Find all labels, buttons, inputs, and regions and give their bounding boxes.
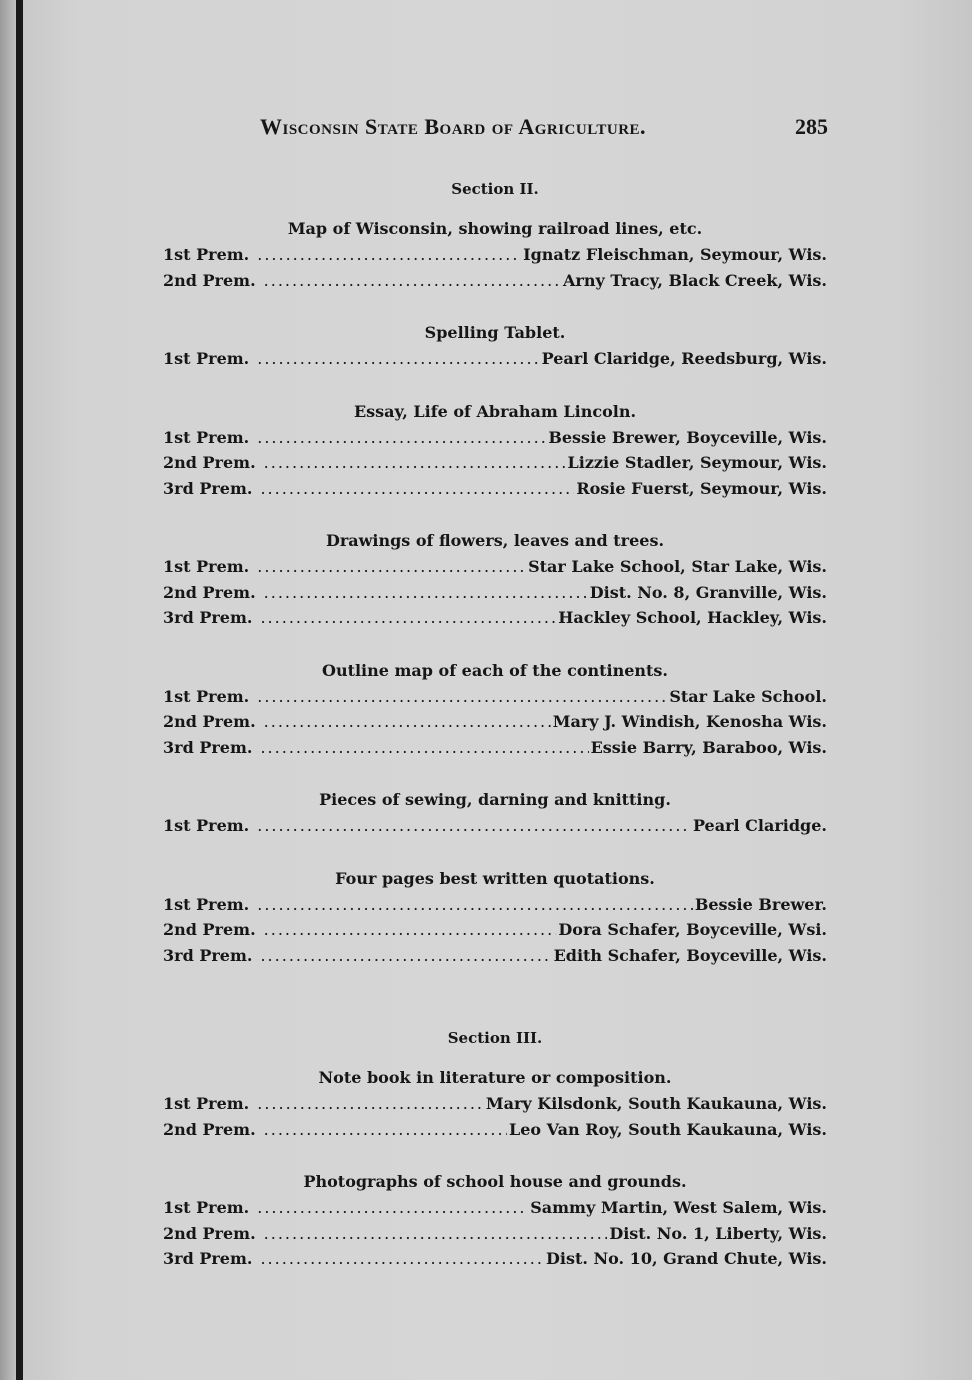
- binding-shadow: [0, 0, 16, 1380]
- dot-leader: [264, 580, 588, 606]
- dot-leader: [257, 425, 546, 451]
- category: [163, 866, 827, 969]
- dot-leader: [260, 476, 574, 502]
- category-title: Essay, Life of Abraham Lincoln.: [353, 401, 637, 421]
- winner-name: Bessie Brewer, Boyceville, Wis.: [548, 427, 827, 447]
- winner-name: Pearl Claridge.: [692, 816, 827, 835]
- section-ii: [163, 178, 827, 968]
- prize-label: 3rd Prem.: [163, 945, 253, 965]
- category-title: Spelling Tablet.: [424, 323, 566, 342]
- award-row: [163, 268, 827, 294]
- award-row: [163, 450, 827, 476]
- prize-label: 2nd Prem.: [163, 270, 256, 290]
- section-iii: [163, 1027, 827, 1272]
- dot-leader: [264, 1117, 507, 1143]
- category-title: Four pages best written quotations.: [335, 868, 655, 888]
- category-title: Drawings of flowers, leaves and trees.: [325, 531, 665, 550]
- winner-name: Leo Van Roy, South Kaukauna, Wis.: [509, 1119, 827, 1139]
- running-title: Wisconsin State Board of Agriculture.: [260, 114, 647, 139]
- dot-leader: [260, 605, 556, 631]
- category: [163, 787, 827, 839]
- dot-leader: [257, 554, 526, 580]
- binding-edge: [16, 0, 23, 1380]
- winner-name: Rosie Fuerst, Seymour, Wis.: [576, 478, 827, 498]
- dot-leader: [260, 943, 551, 969]
- category: [163, 320, 827, 372]
- prize-label: 2nd Prem.: [163, 712, 256, 731]
- award-row: [163, 554, 827, 580]
- award-row: [163, 943, 827, 969]
- award-row: [163, 346, 827, 372]
- award-row: [163, 476, 827, 502]
- category: [163, 658, 827, 761]
- section-title: Section III.: [447, 1029, 543, 1047]
- award-row: [163, 242, 827, 268]
- prize-label: 2nd Prem.: [163, 1119, 256, 1139]
- award-row: [163, 1091, 827, 1117]
- prize-label: 1st Prem.: [163, 349, 250, 368]
- dot-leader: [257, 892, 693, 918]
- dot-leader: [257, 1091, 484, 1117]
- award-row: [163, 1246, 827, 1272]
- award-row: [163, 892, 827, 918]
- winner-name: Edith Schafer, Boyceville, Wis.: [553, 945, 827, 965]
- award-row: [163, 813, 827, 839]
- prize-label: 2nd Prem.: [163, 920, 256, 939]
- winner-name: Dist. No. 10, Grand Chute, Wis.: [546, 1249, 827, 1268]
- page-header: [260, 114, 828, 144]
- section-title: Section II.: [451, 180, 539, 198]
- winner-name: Lizzie Stadler, Seymour, Wis.: [567, 453, 827, 472]
- winner-name: Dora Schafer, Boyceville, Wsi.: [558, 920, 827, 939]
- category-title: Photographs of school house and grounds.: [303, 1172, 687, 1191]
- prize-label: 1st Prem.: [163, 894, 250, 914]
- page-number: 285: [795, 114, 828, 139]
- dot-leader: [264, 709, 551, 735]
- dot-leader: [264, 450, 566, 476]
- category: [163, 1065, 827, 1142]
- award-row: [163, 709, 827, 735]
- category-title: Pieces of sewing, darning and knitting.: [319, 790, 671, 809]
- winner-name: Star Lake School.: [669, 686, 827, 706]
- award-row: [163, 1117, 827, 1143]
- dot-leader: [260, 1246, 544, 1272]
- category: [163, 528, 827, 631]
- prize-label: 2nd Prem.: [163, 453, 256, 472]
- dot-leader: [257, 684, 667, 710]
- winner-name: Essie Barry, Baraboo, Wis.: [590, 737, 827, 757]
- dot-leader: [257, 346, 539, 372]
- category-title: Map of Wisconsin, showing railroad lines, etc.: [287, 219, 703, 238]
- winner-name: Mary J. Windish, Kenosha Wis.: [552, 712, 827, 731]
- prize-label: 3rd Prem.: [163, 478, 253, 498]
- category: [163, 216, 827, 293]
- prize-label: 3rd Prem.: [163, 608, 253, 627]
- prize-label: 3rd Prem.: [163, 737, 253, 757]
- award-row: [163, 580, 827, 606]
- prize-label: 3rd Prem.: [163, 1249, 253, 1268]
- dot-leader: [257, 242, 521, 268]
- dot-leader: [264, 917, 557, 943]
- award-row: [163, 1195, 827, 1221]
- winner-name: Ignatz Fleischman, Seymour, Wis.: [523, 245, 827, 264]
- winner-name: Bessie Brewer.: [694, 894, 827, 914]
- prize-label: 1st Prem.: [163, 1198, 250, 1217]
- category: [163, 399, 827, 502]
- dot-leader: [260, 735, 588, 761]
- winner-name: Dist. No. 1, Liberty, Wis.: [609, 1223, 827, 1243]
- category-title: Note book in literature or composition.: [318, 1068, 672, 1087]
- dot-leader: [257, 813, 691, 839]
- winner-name: Dist. No. 8, Granville, Wis.: [589, 582, 827, 602]
- section-gap: [163, 995, 827, 1027]
- premium-list: [163, 178, 827, 1299]
- prize-label: 1st Prem.: [163, 245, 250, 264]
- category: [163, 1169, 827, 1272]
- award-row: [163, 917, 827, 943]
- category-title: Outline map of each of the continents.: [322, 660, 668, 680]
- winner-name: Mary Kilsdonk, South Kaukauna, Wis.: [485, 1094, 827, 1113]
- prize-label: 1st Prem.: [163, 1094, 250, 1113]
- award-row: [163, 605, 827, 631]
- winner-name: Star Lake School, Star Lake, Wis.: [528, 557, 827, 576]
- award-row: [163, 1221, 827, 1247]
- dot-leader: [264, 1221, 608, 1247]
- dot-leader: [257, 1195, 528, 1221]
- prize-label: 1st Prem.: [163, 557, 250, 576]
- winner-name: Hackley School, Hackley, Wis.: [558, 608, 827, 627]
- prize-label: 2nd Prem.: [163, 582, 256, 602]
- winner-name: Pearl Claridge, Reedsburg, Wis.: [541, 349, 827, 368]
- award-row: [163, 425, 827, 451]
- prize-label: 1st Prem.: [163, 427, 250, 447]
- winner-name: Sammy Martin, West Salem, Wis.: [530, 1198, 827, 1217]
- prize-label: 1st Prem.: [163, 816, 250, 835]
- dot-leader: [264, 268, 561, 294]
- award-row: [163, 735, 827, 761]
- award-row: [163, 684, 827, 710]
- prize-label: 2nd Prem.: [163, 1223, 256, 1243]
- prize-label: 1st Prem.: [163, 686, 250, 706]
- winner-name: Arny Tracy, Black Creek, Wis.: [563, 270, 827, 290]
